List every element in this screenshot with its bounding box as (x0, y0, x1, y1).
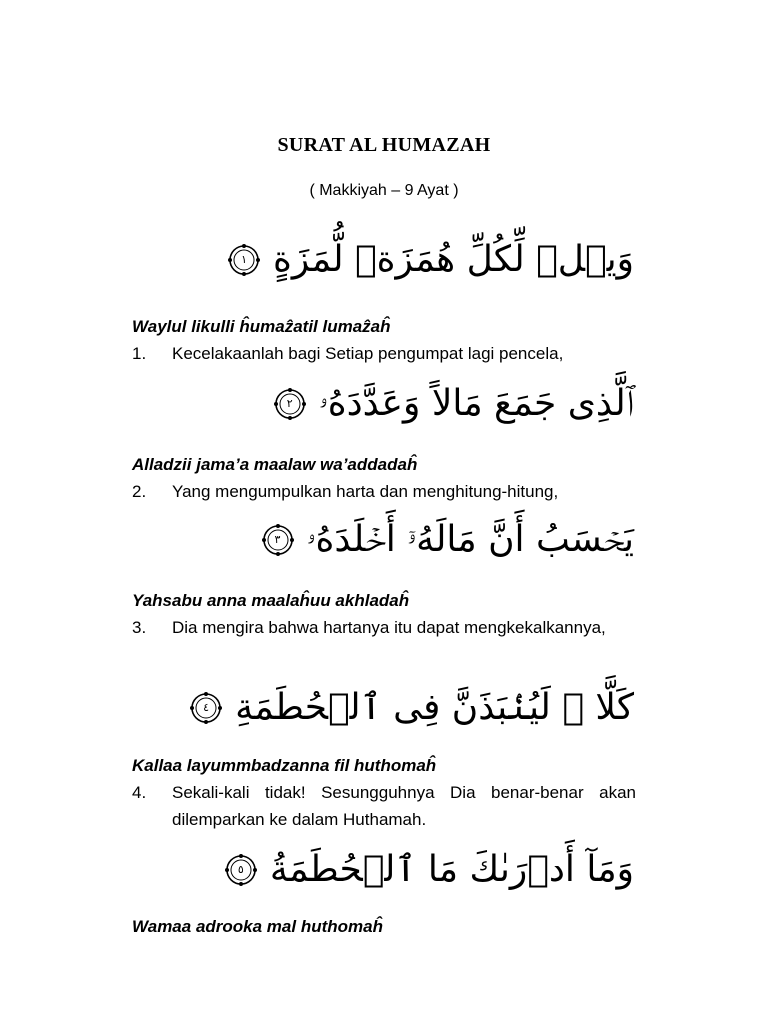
ayah-number: ٥ (237, 863, 244, 876)
translation-text: Kecelakaanlah bagi Setiap pengumpat lagi pencela, (172, 344, 564, 363)
ayah-number: ٣ (274, 533, 281, 546)
transliteration-4: Kallaa layummbadzanna fil huthomaĥ (132, 756, 437, 775)
translation-text: Yang mengumpulkan harta dan menghitung-hitung, (172, 482, 559, 501)
ayah-number: ٢ (286, 397, 293, 410)
arabic-verse-1 (227, 238, 634, 281)
verse-number: 3. (132, 618, 147, 637)
arabic-verse-5 (224, 848, 634, 891)
arabic-text: وَمَآ أَدۡرَىٰكَ مَا ٱلۡحُطَمَةُ (269, 849, 634, 890)
translation-text: Sekali-kali tidak! Sesungguhnya Dia benar-benar akan dilemparkan ke dalam Huthamah. (172, 783, 636, 829)
verse-number: 4. (132, 783, 147, 802)
ayah-marker-icon (224, 853, 258, 887)
ayah-marker-icon (261, 523, 295, 557)
translation-4 (132, 779, 636, 833)
page-title: SURAT AL HUMAZAH (277, 134, 491, 156)
verse-number: 1. (132, 344, 147, 363)
transliteration-3: Yahsabu anna maalaĥuu akhladaĥ (132, 591, 410, 610)
transliteration-2: Alladzii jama’a maalaw wa’addadaĥ (132, 455, 418, 474)
arabic-text: وَيۡلٞ لِّكُلِّ هُمَزَةٖ لُّمَزَةٍ (273, 239, 634, 280)
translation-3 (132, 614, 636, 641)
verse-number: 2. (132, 482, 147, 501)
ayah-marker-icon (227, 243, 261, 277)
arabic-verse-4 (189, 686, 634, 729)
translation-1 (132, 340, 636, 367)
ayah-number: ٤ (203, 701, 210, 714)
transliteration-1: Waylul likulli ĥumaẑatil lumaẑaĥ (132, 317, 391, 336)
arabic-text: يَحۡسَبُ أَنَّ مَالَهُۥۤ أَخۡلَدَهُۥ (306, 519, 634, 560)
arabic-verse-3 (261, 518, 635, 561)
page-subtitle: ( Makkiyah – 9 Ayat ) (309, 182, 459, 199)
ayah-marker-icon (273, 387, 307, 421)
arabic-text: ٱلَّذِى جَمَعَ مَالاً وَعَدَّدَهُۥ (318, 383, 634, 424)
transliteration-5: Wamaa adrooka mal huthomaĥ (132, 917, 383, 936)
ayah-marker-icon (189, 691, 223, 725)
arabic-text: كَلَّا ۖ لَيُنۢبَذَنَّ فِى ٱلۡحُطَمَةِ (235, 687, 634, 728)
ayah-number: ١ (241, 253, 248, 266)
translation-text: Dia mengira bahwa hartanya itu dapat mengkekalkannya, (172, 618, 606, 637)
arabic-verse-2 (273, 382, 634, 425)
translation-2 (132, 478, 636, 505)
